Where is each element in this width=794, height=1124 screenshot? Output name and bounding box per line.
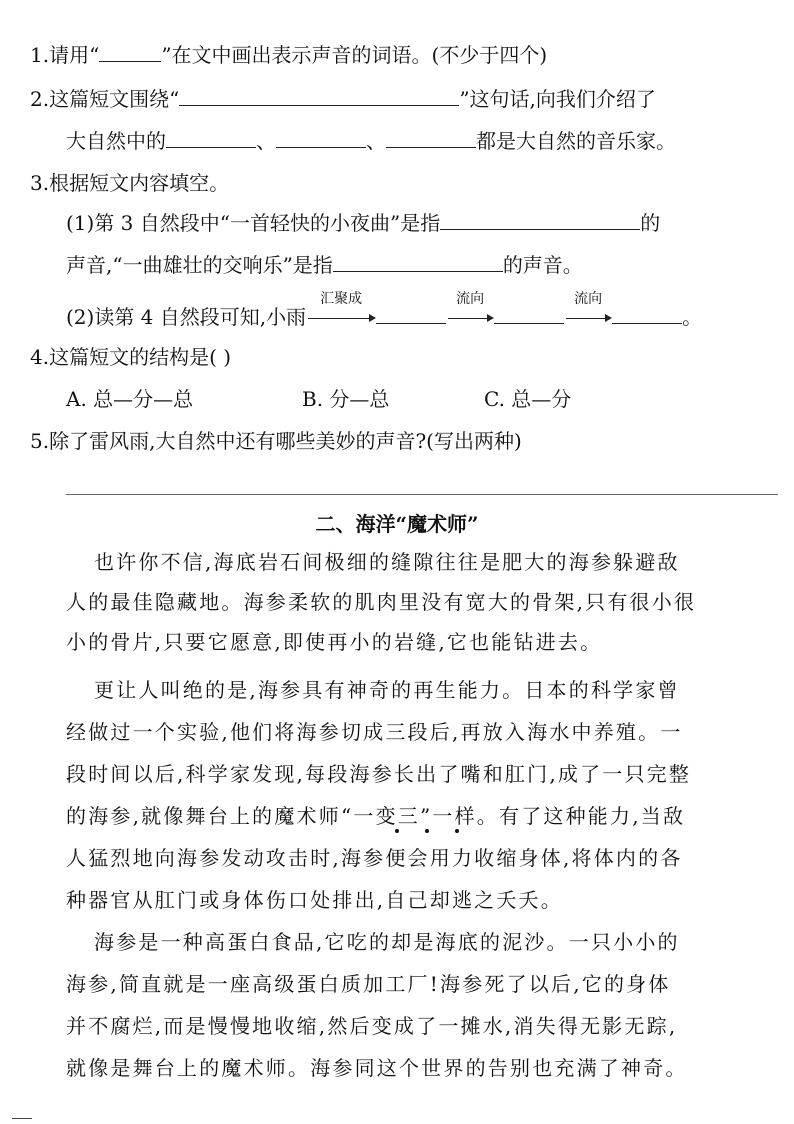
- option-b[interactable]: B. 分—总: [302, 387, 390, 411]
- question-number: 3.: [30, 171, 50, 195]
- passage-line: 就像是舞台上的魔术师。海参同这个世界的告别也充满了神奇。: [66, 1056, 688, 1080]
- passage-line: 海参,简直就是一座高级蛋白质加工厂!海参死了以后,它的身体: [66, 972, 671, 996]
- question-text: 都是大自然的音乐家。: [476, 129, 676, 153]
- question-3-sub-1: [66, 208, 660, 238]
- question-text: ”在文中画出表示声音的词语。(不少于四个): [161, 43, 548, 67]
- arrow-flow: [446, 291, 494, 332]
- answer-blank[interactable]: [179, 85, 459, 106]
- passage-line: 人的最佳隐藏地。海参柔软的肌肉里没有宽大的骨架,只有很小很: [66, 590, 697, 614]
- question-text: 这篇短文围绕“: [49, 87, 180, 111]
- right-arrow-icon: [566, 318, 610, 319]
- question-text: ”这句话,向我们介绍了: [459, 87, 656, 111]
- answer-blank[interactable]: [376, 303, 446, 324]
- answer-blank[interactable]: [276, 127, 366, 148]
- separator: 、: [366, 129, 386, 153]
- emphasis-dot: [455, 829, 459, 833]
- passage-line: 的海参,就像舞台上的魔术师“一变三”一样。有了这种能力,当敌: [66, 804, 686, 828]
- answer-blank[interactable]: [333, 251, 503, 272]
- emphasis-dot: [425, 829, 429, 833]
- right-arrow-icon: [448, 318, 492, 319]
- question-text: 大自然中的: [66, 129, 166, 153]
- question-text: 的声音。: [502, 253, 583, 277]
- section-divider: [66, 494, 778, 495]
- passage-line: 种器官从肛门或身体伤口处排出,自己却逃之夭夭。: [66, 888, 563, 912]
- question-number: 5.: [30, 429, 50, 453]
- question-2: [30, 84, 656, 114]
- option-a[interactable]: A. 总—分—总: [66, 387, 194, 411]
- question-3: [30, 168, 229, 198]
- question-text: 除了雷风雨,大自然中还有哪些美妙的声音?(写出两种): [49, 429, 522, 453]
- question-4: [30, 342, 231, 372]
- passage-line: 海参是一种高蛋白食品,它吃的却是海底的泥沙。一只小小的: [94, 930, 680, 954]
- arrow-flow: [564, 291, 612, 332]
- question-text: 。: [682, 305, 703, 329]
- passage-line: 并不腐烂,而是慢慢地收缩,然后变成了一摊水,消失得无影无踪,: [66, 1014, 678, 1038]
- separator: 、: [256, 129, 276, 153]
- passage-line: 更让人叫绝的是,海参具有神奇的再生能力。日本的科学家曾: [94, 678, 680, 702]
- answer-blank[interactable]: [440, 209, 640, 230]
- passage-line: 小的骨片,只要它愿意,即使再小的岩缝,它也能钻进去。: [66, 630, 603, 654]
- question-number: 2.: [30, 87, 50, 111]
- question-number: 1.: [30, 43, 50, 67]
- answer-blank[interactable]: [386, 127, 476, 148]
- answer-blank[interactable]: [612, 303, 682, 324]
- page-edge-mark: [12, 1118, 32, 1119]
- emphasis-dot: [395, 829, 399, 833]
- question-2-line-2: [66, 126, 676, 156]
- question-3-sub-1-line-2: [66, 250, 583, 280]
- question-1: [30, 40, 547, 70]
- question-text: 的: [640, 211, 661, 235]
- question-3-sub-2: [66, 291, 703, 332]
- answer-blank[interactable]: [494, 303, 564, 324]
- question-text: (2)读第 4 自然段可知,小雨: [66, 305, 307, 329]
- question-text: 请用“: [49, 43, 100, 67]
- option-c[interactable]: C. 总—分: [484, 387, 572, 411]
- question-5: [30, 426, 522, 456]
- question-text: 声音,“一曲雄壮的交响乐”是指: [66, 253, 333, 277]
- passage-line: 段时间以后,科学家发现,每段海参长出了嘴和肛门,成了一只完整: [66, 762, 692, 786]
- passage-line: 人猛烈地向海参发动攻击时,海参便会用力收缩身体,将体内的各: [66, 846, 683, 870]
- passage-line: 经做过一个实验,他们将海参切成三段后,再放入海水中养殖。一: [66, 720, 683, 744]
- arrow-label: 流向: [574, 291, 603, 307]
- passage-line: 也许你不信,海底岩石间极细的缝隙往往是肥大的海参躲避敌: [94, 550, 680, 574]
- section-title: 二、海洋“魔术师”: [315, 512, 479, 536]
- question-text: 根据短文内容填空。: [49, 171, 230, 195]
- arrow-label: 汇聚成: [320, 291, 363, 307]
- answer-blank[interactable]: [166, 127, 256, 148]
- question-text: (1)第 3 自然段中“一首轻快的小夜曲”是指: [66, 211, 441, 235]
- arrow-converge: [306, 291, 376, 332]
- question-text: 这篇短文的结构是( ): [49, 345, 232, 369]
- arrow-label: 流向: [456, 291, 485, 307]
- answer-blank[interactable]: [99, 41, 161, 62]
- question-number: 4.: [30, 345, 50, 369]
- right-arrow-icon: [308, 318, 374, 319]
